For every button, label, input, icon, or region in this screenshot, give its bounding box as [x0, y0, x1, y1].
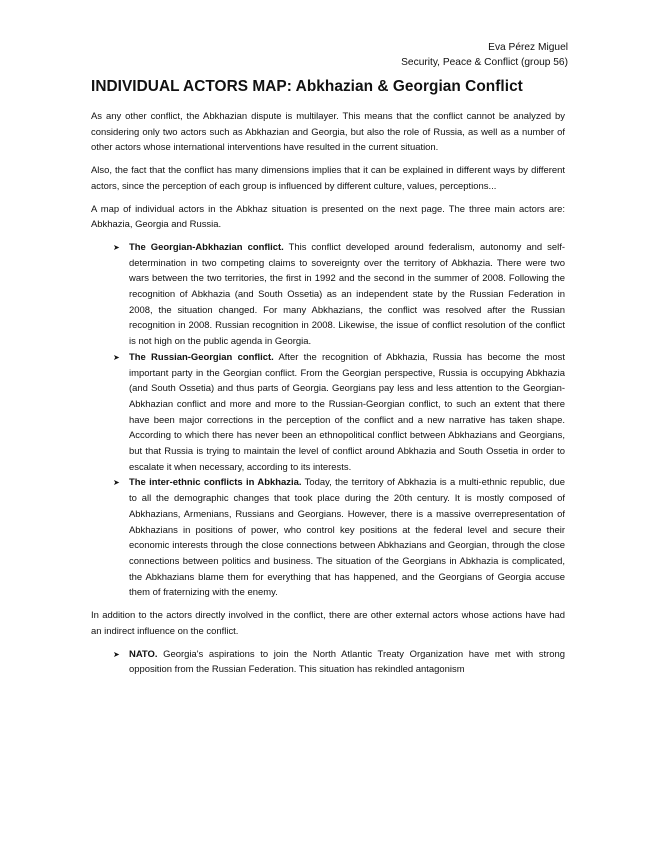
list-item-heading: The inter-ethnic conflicts in Abkhazia. — [129, 477, 302, 489]
document-title: INDIVIDUAL ACTORS MAP: Abkhazian & Georgian Conflict — [91, 78, 523, 95]
list-item-text: After the recognition of Abkhazia, Russia has become the most important party in the Georgian conflict. From the Georgian perspective, Russia is occupying Abkhazia (and South Ossetia) and thus parts of Georgia. Georgians pay less and less attention to the Georgian-Abkhazian conflict and more and more to the Russian-Georgian conflict, to such an extent that there have been major corrections in the perception of the conflict and a new narrative has taken shape. According to which there has never been an ethnopolitical conflict between Abkhazians and Georgians, but that Russia is trying to maintain the level of conflict around Abkhazia and South Ossetia in order to escalate it when necessary, according to its interests. — [129, 351, 565, 473]
list-item-text: Georgia's aspirations to join the North Atlantic Treaty Organization have met with strong opposition from the Russian Federation. This situation has rekindled antagonism — [129, 648, 565, 676]
actors-map-paragraph: A map of individual actors in the Abkhaz situation is presented on the next page. The three main actors are: Abkhazia, Georgia and Russia. — [91, 203, 565, 231]
arrowhead-bullet-icon: ➤ — [113, 242, 120, 252]
page-header — [401, 40, 568, 70]
list-item-text: Today, the territory of Abkhazia is a multi-ethnic republic, due to all the demographic changes that took place during the 20th century. It is mostly composed of Abkhazians, Armenians, Russians and Georgians. However, there is a massive overrepresentation of Abkhazians in positions of power, who control key positions at the federal level and secure their economic interests through the close connections between Abkhazians and Georgian, through the close connections between politics and business. The situation of the Georgians in Abkhazia is complicated, the Abkhazians blame them for everything that has happened, and the Georgians of Georgia accuse them of fraternizing with the enemy. — [129, 477, 565, 599]
list-item — [91, 475, 565, 601]
arrowhead-bullet-icon: ➤ — [113, 478, 120, 488]
arrowhead-bullet-icon: ➤ — [113, 352, 120, 362]
document-body — [91, 109, 565, 685]
list-item-text: This conflict developed around federalism, autonomy and self-determination in two competing claims to sovereignty over the territory of Abkhazia. There were two wars between the two territories, the first in 1992 and the second in the summer of 2008. Following the recognition of Abkhazia (and South Ossetia) as an independent state by the Russian Federation in 2008, the situation changed. For many Abkhazians, the conflict was resolved after the Russian recognition in 2008. Russian recognition in 2008. Likewise, the issue of conflict resolution of the conflict is not high on the public agenda in Georgia. — [129, 241, 565, 348]
course-name: Security, Peace & Conflict (group 56) — [401, 57, 568, 68]
list-item-heading: NATO. — [129, 648, 158, 660]
author-name: Eva Pérez Miguel — [488, 42, 568, 53]
list-item-heading: The Russian-Georgian conflict. — [129, 351, 274, 363]
main-actors-list — [91, 240, 565, 601]
external-actors-paragraph: In addition to the actors directly involved in the conflict, there are other external actors whose actions have had an indirect influence on the conflict. — [91, 610, 565, 637]
list-item-heading: The Georgian-Abkhazian conflict. — [129, 241, 284, 253]
intro-paragraph: As any other conflict, the Abkhazian dispute is multilayer. This means that the conflict cannot be analyzed by considering only two actors such as Abkhazian and Georgia, but also the role of Russia, as well as a number of other actors whose international interventions have resulted in the current situation. — [91, 111, 565, 154]
arrowhead-bullet-icon: ➤ — [113, 649, 120, 659]
list-item — [91, 647, 565, 678]
list-item — [91, 240, 565, 350]
external-actors-list — [91, 647, 565, 678]
list-item — [91, 350, 565, 476]
dimensions-paragraph: Also, the fact that the conflict has many dimensions implies that it can be explained in different ways by different actors, since the perception of each group is influenced by different culture, values, perceptions... — [91, 165, 565, 192]
